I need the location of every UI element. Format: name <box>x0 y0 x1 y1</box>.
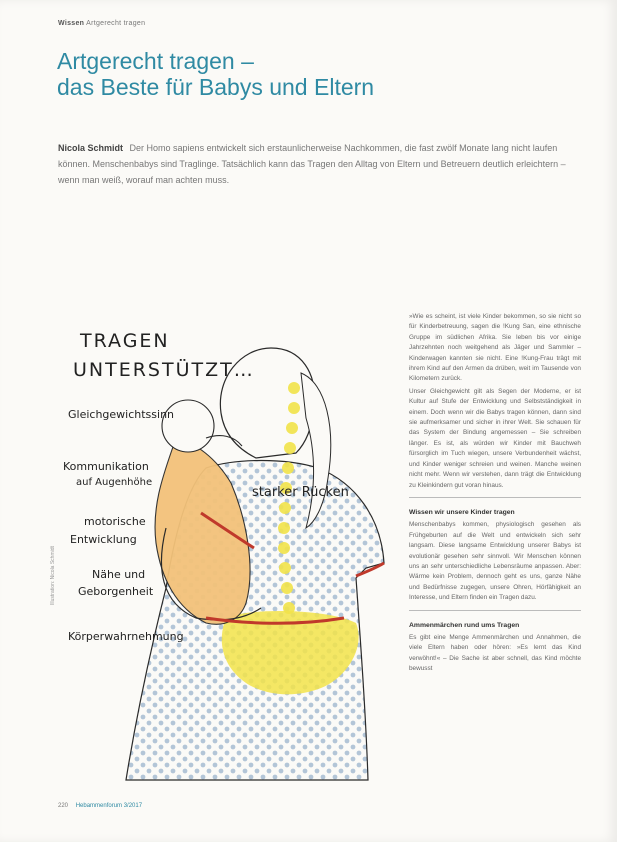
topic-label: Artgerecht tragen <box>86 20 146 27</box>
illustration-title-line-2: UNTERSTÜTZT… <box>73 359 255 381</box>
label-motorisch-1: motorische <box>84 515 146 528</box>
label-naehe-2: Geborgenheit <box>78 585 154 598</box>
label-naehe-1: Nähe und <box>92 568 146 581</box>
intro-text: Der Homo sapiens entwickelt sich erstaunlicherweise Nachkommen, die fast zwölf Monate lang nicht laufen können. Menschenbabys sind Traglinge. Tatsächlich kann das Tragen den Alltag von Eltern und Betreuern deutlich erleichtern – wenn man weiß, worauf man achten muss. <box>58 143 566 185</box>
label-gleichgewicht: Gleichgewichtssinn <box>68 408 175 421</box>
article-headline <box>57 48 477 100</box>
section-kicker <box>58 20 145 27</box>
subheading-2: Ammenmärchen rund ums Tragen <box>409 621 520 629</box>
illustration-credit: Illustration: Nicola Schmidt <box>50 546 56 605</box>
column-divider-2 <box>409 610 581 611</box>
label-ruecken: starker Rücken <box>252 485 349 500</box>
author-name: Nicola Schmidt <box>58 143 124 153</box>
paragraph-4: Es gibt eine Menge Ammenmärchen und Annahmen, die viele Eltern haben oder hören: »Es lernt das Kind verwöhnt!« – Die Sache ist aber schnell, das Kind möchte bewusst <box>409 633 581 673</box>
page-number: 220 <box>58 803 69 809</box>
headline-line-1: Artgerecht tragen – <box>57 48 254 74</box>
paragraph-3: Menschenbabys kommen, physiologisch gesehen als Frühgeburten auf die Welt und entwickeln sich sehr langsam. Diese langsame Entwicklung unserer Babys ist evolutionär gesehen sehr sinnvoll. Wir Menschen können uns an sehr unterschiedliche Lebensräume anpassen. Aber: Wärme kein Problem, dennoch geht es uns, ganze Nähe und Bedürfnisse zugegen, unsere Ohren, Hörfähigkeit an Interesse, und Eltern finden ein Tragen dazu. <box>409 521 581 602</box>
mother-baby-illustration <box>56 318 406 788</box>
subheading-1: Wissen wir unsere Kinder tragen <box>409 508 515 516</box>
column-divider <box>409 497 581 498</box>
headline-line-2: das Beste für Babys und Eltern <box>57 74 375 100</box>
label-motorisch-2: Entwicklung <box>70 533 137 546</box>
label-koerper: Körperwahrnehmung <box>68 630 184 643</box>
page-footer <box>58 803 142 809</box>
label-kommunikation-1: Kommunikation <box>63 460 149 473</box>
label-kommunikation-2: auf Augenhöhe <box>76 477 153 488</box>
footer-brand: Hebammenforum 3/2017 <box>75 803 143 809</box>
section-label: Wissen <box>58 20 85 27</box>
article-column <box>409 312 581 677</box>
illustration-title-line-1: TRAGEN <box>80 330 170 352</box>
paragraph-2: Unser Gleichgewicht gilt als Segen der Moderne, er ist Kultur auf Stufe der Entwicklung und Selbstständigkeit in einem. Doch wenn wir die Babys tragen können, dann sind sie aufmerksamer und sicher in ihrer Welt. Sie schauen für das System der Bindung angemessen – Sie schreiben länger. Es ist, als würden wir Kinder mit Bauchweh fürsorglich im Tuch wiegen, unsere Verbundenheit wächst, und Kinder weniger schreien und weinen. Manche weinen nicht mehr. Wenn wir verstehen, dann trägt die Entwicklung zu Kleinkindern gut voran hinaus. <box>409 387 581 489</box>
article-intro <box>58 140 578 188</box>
paragraph-1: »Wie es scheint, ist viele Kinder bekommen, so sie nicht so für Kinderbetreuung, sagen die !Kung San, eine ethnische Gruppe im südlichen Afrika. Sie leben bis vor einige Jahrzehnten noch weitgehend als Jäger und Sammler – Kinderwagen kannten sie nicht. Eine !Kung-Frau trägt mit ihrem Kind auf den Armen da drüben, weit im Tausende von Kilometern zurück. <box>409 313 581 383</box>
